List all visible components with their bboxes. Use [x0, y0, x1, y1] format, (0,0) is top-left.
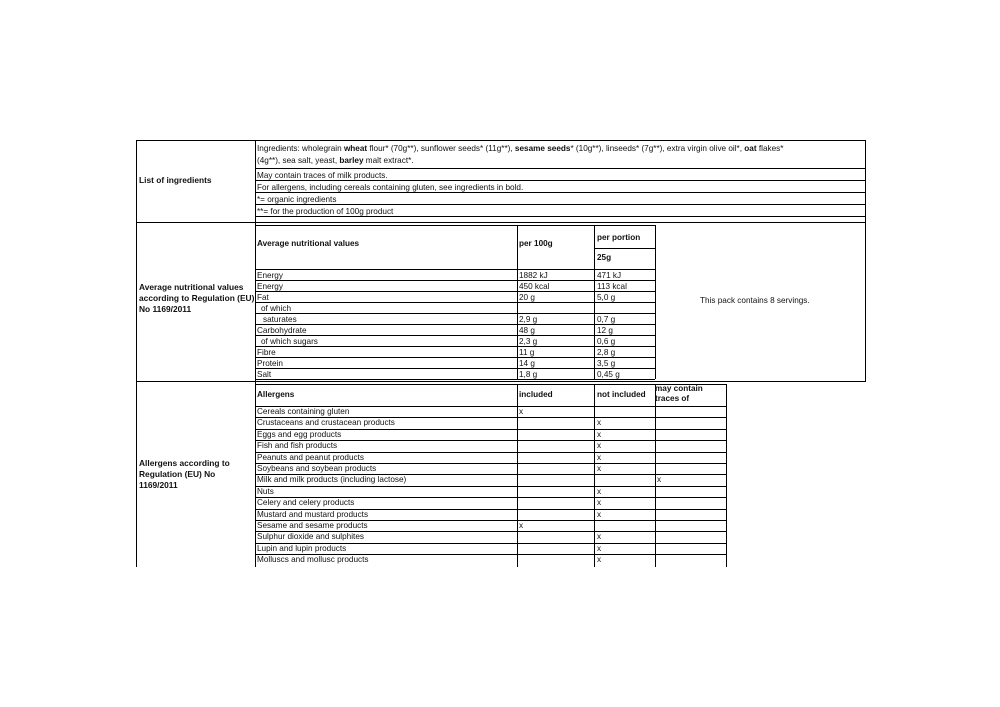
ingredients-text-line-2 [257, 156, 414, 166]
allergens-section-label: Allergens according to Regulation (EU) No 1169/2011 [139, 458, 230, 490]
nutrition-name-cell: Carbohydrate [257, 326, 307, 335]
grid-line [255, 225, 655, 226]
allergen-name-cell: Sesame and sesame products [257, 521, 368, 530]
grid-line [255, 357, 655, 358]
grid-line [255, 313, 655, 314]
servings-note: This pack contains 8 servings. [700, 296, 810, 305]
ingredient-text: Ingredients: wholegrain [257, 144, 344, 153]
nutrition-header-name: Average nutritional values [257, 239, 360, 248]
grid-line [255, 384, 256, 567]
allergen-name-cell: Eggs and egg products [257, 430, 342, 439]
allergen-name-cell: Peanuts and peanut products [257, 453, 364, 462]
nutrition-name-cell: Salt [257, 370, 272, 379]
allergen-not-included-cell: x [597, 532, 602, 541]
allergen-not-included-cell: x [597, 441, 602, 450]
allergen-name-cell: Mustard and mustard products [257, 510, 369, 519]
nutrition-perportion-cell: 113 kcal [597, 282, 627, 291]
nutrition-per100-cell: 2,9 g [519, 315, 538, 324]
ingredient-text: * (10g**), linseeds* (7g**), extra virgin olive oil*, [570, 144, 745, 153]
nutrition-perportion-cell: 3,5 g [597, 359, 616, 368]
grid-line [255, 168, 865, 169]
allergen-name-cell: Lupin and lupin products [257, 544, 347, 553]
bold-allergen-word: barley [339, 156, 364, 165]
allergen-name-cell: Sulphur dioxide and sulphites [257, 532, 364, 541]
nutrition-section-label: Average nutritional values according to Regulation (EU) No 1169/2011 [139, 282, 255, 314]
ingredient-text: flakes* [756, 144, 784, 153]
grid-line [255, 280, 655, 281]
allergen-name-cell: Soybeans and soybean products [257, 464, 377, 473]
allergen-not-included-cell: x [597, 498, 602, 507]
nutrition-name-cell: Fibre [257, 348, 276, 357]
nutrition-name-cell: Energy [257, 282, 283, 291]
grid-line [136, 381, 866, 382]
nutrition-name-cell: Energy [257, 271, 283, 280]
nutrition-perportion-cell: 0,6 g [597, 337, 616, 346]
nutrition-perportion-cell: 0,45 g [597, 370, 620, 379]
ingredients-note: May contain traces of milk products. [257, 171, 388, 180]
nutrition-per100-cell: 2,3 g [519, 337, 538, 346]
nutrition-perportion-cell: 12 g [597, 326, 613, 335]
grid-line [655, 384, 656, 567]
grid-line [517, 384, 518, 567]
grid-line [255, 204, 865, 205]
allergens-header-not-included: not included [597, 390, 646, 399]
ingredients-section-label: List of ingredients [139, 175, 212, 185]
bold-allergen-word: sesame seeds [514, 144, 571, 153]
allergen-name-cell: Celery and celery products [257, 498, 355, 507]
grid-line [255, 225, 256, 379]
allergens-header-may-contain: may contain traces of [655, 384, 703, 403]
nutrition-per100-cell: 11 g [519, 348, 535, 357]
nutrition-perportion-cell: 2,8 g [597, 348, 616, 357]
ingredients-note: For allergens, including cereals containing gluten, see ingredients in bold. [257, 183, 524, 192]
allergen-name-cell: Crustaceans and crustacean products [257, 418, 395, 427]
label-sheet [136, 140, 866, 567]
grid-line [255, 302, 655, 303]
grid-line [136, 140, 137, 567]
grid-line [136, 222, 866, 223]
nutrition-header-portion-size: 25g [597, 253, 612, 262]
bold-allergen-word: wheat [343, 144, 368, 153]
nutrition-perportion-cell: 0,7 g [597, 315, 616, 324]
nutrition-per100-cell: 48 g [519, 326, 535, 335]
bold-allergen-word: oat [744, 144, 757, 153]
allergen-name-cell: Nuts [257, 487, 274, 496]
ingredient-text: malt extract*. [363, 156, 414, 165]
grid-line [865, 140, 866, 381]
grid-line [255, 368, 655, 369]
nutrition-name-cell: Fat [257, 293, 269, 302]
nutrition-per100-cell: 20 g [519, 293, 535, 302]
allergen-not-included-cell: x [597, 555, 602, 564]
ingredients-note: **= for the production of 100g product [257, 207, 394, 216]
allergen-not-included-cell: x [597, 464, 602, 473]
allergens-header-included: included [519, 390, 553, 399]
grid-line [517, 225, 518, 379]
nutrition-name-cell: of which [261, 304, 292, 313]
nutrition-header-per100: per 100g [519, 239, 553, 248]
ingredients-text-line-1 [257, 144, 783, 154]
ingredient-text: flour* (70g**), sunflower seeds* (11g**), [367, 144, 515, 153]
grid-line [594, 248, 655, 249]
nutrition-per100-cell: 1882 kJ [519, 271, 548, 280]
nutrition-name-cell: saturates [263, 315, 297, 324]
nutrition-per100-cell: 14 g [519, 359, 535, 368]
nutrition-name-cell: of which sugars [261, 337, 318, 346]
grid-line [136, 140, 866, 141]
allergen-included-cell: x [519, 407, 524, 416]
allergen-not-included-cell: x [597, 430, 602, 439]
allergen-not-included-cell: x [597, 487, 602, 496]
grid-line [255, 379, 655, 380]
allergens-header-name: Allergens [257, 390, 295, 399]
grid-line [255, 324, 655, 325]
allergen-not-included-cell: x [597, 510, 602, 519]
allergen-not-included-cell: x [597, 453, 602, 462]
grid-line [255, 291, 655, 292]
nutrition-header-perportion: per portion [597, 233, 641, 242]
nutrition-name-cell: Protein [257, 359, 283, 368]
grid-line [655, 225, 656, 379]
grid-line [594, 384, 595, 567]
grid-line [255, 269, 655, 270]
nutrition-perportion-cell: 5,0 g [597, 293, 616, 302]
ingredients-note: *= organic ingredients [257, 195, 337, 204]
grid-line [594, 225, 595, 379]
allergen-not-included-cell: x [597, 544, 602, 553]
nutrition-perportion-cell: 471 kJ [597, 271, 622, 280]
grid-line [726, 384, 727, 567]
allergen-not-included-cell: x [597, 418, 602, 427]
allergen-name-cell: Cereals containing gluten [257, 407, 350, 416]
nutrition-per100-cell: 450 kcal [519, 282, 550, 291]
ingredient-text: (4g**), sea salt, yeast, [257, 156, 340, 165]
nutrition-per100-cell: 1,8 g [519, 370, 538, 379]
allergen-name-cell: Molluscs and mollusc products [257, 555, 369, 564]
allergen-included-cell: x [519, 521, 524, 530]
allergen-name-cell: Fish and fish products [257, 441, 338, 450]
allergen-name-cell: Milk and milk products (including lactose) [257, 475, 407, 484]
allergen-may-contain-cell: x [657, 475, 662, 484]
